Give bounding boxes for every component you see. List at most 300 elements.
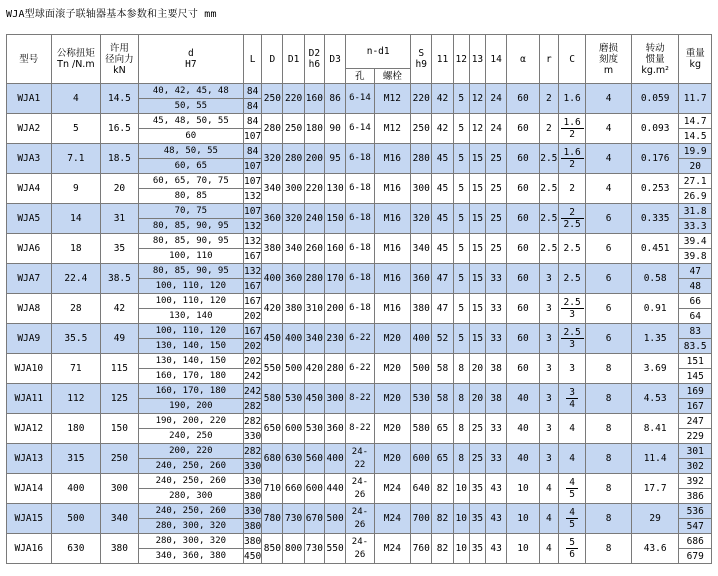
bolt-cell: M16: [374, 264, 410, 294]
r-cell: 4: [539, 534, 558, 564]
l3-cell: 25: [469, 444, 485, 474]
S-cell: 250: [411, 114, 432, 144]
wear-cell: 8: [586, 444, 632, 474]
D-cell: 280: [262, 114, 283, 144]
col-header-l4: 14: [486, 35, 507, 84]
weight-cell: 247: [679, 414, 712, 429]
hole-cell: 24- 26: [346, 474, 374, 504]
radial-force-cell: 14.5: [101, 84, 138, 114]
l4-cell: 33: [486, 294, 507, 324]
D2-cell: 180: [304, 114, 324, 144]
D3-cell: 170: [324, 264, 345, 294]
model-cell: WJA13: [7, 444, 52, 474]
col-header-d: d H7: [138, 35, 243, 84]
model-cell: WJA1: [7, 84, 52, 114]
D3-cell: 86: [324, 84, 345, 114]
col-header-l1: 11: [432, 35, 453, 84]
D2-cell: 450: [304, 384, 324, 414]
S-cell: 580: [411, 414, 432, 444]
l4-cell: 33: [486, 414, 507, 444]
l2-cell: 8: [453, 414, 469, 444]
wear-cell: 4: [586, 114, 632, 144]
l1-cell: 45: [432, 204, 453, 234]
table-row: [7, 174, 712, 189]
C-cell: [558, 324, 585, 354]
D2-cell: 220: [304, 174, 324, 204]
col-header-D: D: [262, 35, 283, 84]
length-L-cell: 202: [244, 355, 262, 367]
bore-d-cell: 100, 110, 120: [138, 324, 243, 339]
inertia-cell: 0.176: [631, 144, 679, 174]
D2-cell: 240: [304, 204, 324, 234]
l2-cell: 8: [453, 384, 469, 414]
l3-cell: 12: [469, 84, 485, 114]
r-cell: 2.5: [539, 174, 558, 204]
model-cell: WJA11: [7, 384, 52, 414]
l3-cell: 35: [469, 534, 485, 564]
table-row: [7, 504, 712, 519]
hole-cell: 6-18: [346, 174, 374, 204]
hole-cell: 24- 22: [346, 444, 374, 474]
D2-cell: 530: [304, 414, 324, 444]
col-header-l2: 12: [453, 35, 469, 84]
l4-cell: 38: [486, 384, 507, 414]
torque-cell: 112: [51, 384, 101, 414]
D3-cell: 440: [324, 474, 345, 504]
l3-cell: 12: [469, 114, 485, 144]
l2-cell: 5: [453, 234, 469, 264]
length-L-cell: 330: [244, 460, 262, 472]
torque-cell: 5: [51, 114, 101, 144]
D-cell: 320: [262, 144, 283, 174]
alpha-cell: 10: [507, 504, 539, 534]
D2-cell: 280: [304, 264, 324, 294]
D-cell: 780: [262, 504, 283, 534]
model-cell: WJA9: [7, 324, 52, 354]
length-L-cell: 330: [244, 505, 262, 517]
r-cell: 3: [539, 324, 558, 354]
D-cell: 650: [262, 414, 283, 444]
l1-cell: 42: [432, 114, 453, 144]
alpha-cell: 60: [507, 354, 539, 384]
weight-cell: 48: [679, 279, 712, 294]
length-L-cell: 107: [244, 175, 262, 187]
hole-cell: 6-18: [346, 294, 374, 324]
D1-cell: 730: [283, 504, 304, 534]
radial-force-cell: 42: [101, 294, 138, 324]
l2-cell: 5: [453, 294, 469, 324]
C-value-upper: 2: [561, 207, 584, 219]
bore-d-cell: 60, 65: [138, 159, 243, 174]
length-L-cell: 132: [244, 190, 262, 202]
radial-force-cell: 250: [101, 444, 138, 474]
bore-d-cell: 280, 300, 320: [138, 519, 243, 534]
wear-cell: 4: [586, 84, 632, 114]
wear-cell: 4: [586, 144, 632, 174]
D1-cell: 500: [283, 354, 304, 384]
length-L-cell: 202: [244, 310, 262, 322]
l4-cell: 25: [486, 234, 507, 264]
length-L-cell: 242: [244, 370, 262, 382]
length-L-cell: 282: [244, 445, 262, 457]
D-cell: 400: [262, 264, 283, 294]
torque-cell: 14: [51, 204, 101, 234]
C-cell: 2.5: [558, 264, 585, 294]
C-fraction: [561, 207, 584, 230]
bore-d-cell: 50, 55: [138, 99, 243, 114]
radial-force-cell: 125: [101, 384, 138, 414]
S-cell: 700: [411, 504, 432, 534]
D1-cell: 600: [283, 414, 304, 444]
inertia-cell: 0.91: [631, 294, 679, 324]
D3-cell: 550: [324, 534, 345, 564]
D1-cell: 250: [283, 114, 304, 144]
hole-cell: 6-18: [346, 204, 374, 234]
D3-cell: 400: [324, 444, 345, 474]
table-row: [7, 354, 712, 369]
D2-cell: 310: [304, 294, 324, 324]
inertia-cell: 17.7: [631, 474, 679, 504]
table-row: [7, 114, 712, 129]
C-cell: [558, 474, 585, 504]
bore-d-cell: 280, 300, 320: [138, 534, 243, 549]
C-cell: [558, 294, 585, 324]
bolt-cell: M20: [374, 354, 410, 384]
bore-d-cell: 60, 65, 70, 75: [138, 174, 243, 189]
weight-cell: 392: [679, 474, 712, 489]
C-value-lower: 5: [569, 488, 575, 500]
alpha-cell: 60: [507, 234, 539, 264]
wear-cell: 6: [586, 204, 632, 234]
radial-force-cell: 115: [101, 354, 138, 384]
wear-cell: 6: [586, 264, 632, 294]
D1-cell: 220: [283, 84, 304, 114]
torque-cell: 71: [51, 354, 101, 384]
D3-cell: 280: [324, 354, 345, 384]
wear-cell: 6: [586, 294, 632, 324]
inertia-cell: 1.35: [631, 324, 679, 354]
l2-cell: 5: [453, 174, 469, 204]
length-L-cell: 242: [244, 385, 262, 397]
torque-cell: 4: [51, 84, 101, 114]
alpha-cell: 60: [507, 264, 539, 294]
weight-cell: 302: [679, 459, 712, 474]
radial-force-cell: 150: [101, 414, 138, 444]
hole-cell: 6-18: [346, 234, 374, 264]
bore-d-cell: 240, 250, 260: [138, 504, 243, 519]
C-value-upper: 5: [566, 537, 578, 549]
bore-d-cell: 80, 85: [138, 189, 243, 204]
l4-cell: 24: [486, 114, 507, 144]
length-L-cell: 84: [243, 144, 261, 159]
col-header-D2: D2 h6: [304, 35, 324, 84]
model-cell: WJA16: [7, 534, 52, 564]
length-L-cell: 380: [244, 520, 262, 532]
l1-cell: 52: [432, 324, 453, 354]
r-cell: 2: [539, 114, 558, 144]
bore-d-cell: 340, 360, 380: [138, 549, 243, 564]
D1-cell: 320: [283, 204, 304, 234]
C-cell: 1.6: [558, 84, 585, 114]
D3-cell: 160: [324, 234, 345, 264]
torque-cell: 500: [51, 504, 101, 534]
weight-cell: 229: [679, 429, 712, 444]
torque-cell: 18: [51, 234, 101, 264]
length-L-cell: 282: [244, 415, 262, 427]
D2-cell: 670: [304, 504, 324, 534]
C-value-lower: 2: [569, 128, 575, 140]
bolt-cell: M12: [374, 114, 410, 144]
bolt-cell: M20: [374, 384, 410, 414]
bore-d-cell: 60: [138, 129, 243, 144]
l3-cell: 20: [469, 384, 485, 414]
l4-cell: 25: [486, 144, 507, 174]
table-row: [7, 384, 712, 399]
D-cell: 550: [262, 354, 283, 384]
torque-cell: 630: [51, 534, 101, 564]
col-header-alpha: α: [507, 35, 539, 84]
D1-cell: 360: [283, 264, 304, 294]
table-row: [7, 414, 712, 429]
length-L-cell: 107: [244, 160, 262, 172]
hole-cell: 6-18: [346, 144, 374, 174]
D-cell: 580: [262, 384, 283, 414]
l1-cell: 45: [432, 234, 453, 264]
model-cell: WJA7: [7, 264, 52, 294]
C-value-lower: 5: [569, 518, 575, 530]
D-cell: 450: [262, 324, 283, 354]
inertia-cell: 0.335: [631, 204, 679, 234]
table-row: [7, 324, 712, 339]
l3-cell: 15: [469, 324, 485, 354]
hole-cell: 8-22: [346, 384, 374, 414]
S-cell: 640: [411, 474, 432, 504]
hole-cell: 24- 26: [346, 534, 374, 564]
S-cell: 360: [411, 264, 432, 294]
bore-d-cell: 240, 250, 260: [138, 459, 243, 474]
col-header-model: 型号: [7, 35, 52, 84]
alpha-cell: 10: [507, 534, 539, 564]
length-L-cell: 450: [244, 550, 262, 562]
r-cell: 4: [539, 504, 558, 534]
length-L-cell: 167: [244, 325, 262, 337]
col-header-D1: D1: [283, 35, 304, 84]
l1-cell: 58: [432, 384, 453, 414]
l2-cell: 10: [453, 474, 469, 504]
r-cell: 2: [539, 84, 558, 114]
D2-cell: 200: [304, 144, 324, 174]
S-cell: 600: [411, 444, 432, 474]
alpha-cell: 40: [507, 414, 539, 444]
D2-cell: 160: [304, 84, 324, 114]
D1-cell: 660: [283, 474, 304, 504]
length-L-cell: 380: [244, 535, 262, 547]
r-cell: 3: [539, 444, 558, 474]
bolt-cell: M16: [374, 294, 410, 324]
col-header-D3: D3: [324, 35, 345, 84]
l4-cell: 33: [486, 324, 507, 354]
S-cell: 300: [411, 174, 432, 204]
S-cell: 400: [411, 324, 432, 354]
l2-cell: 8: [453, 444, 469, 474]
bolt-cell: M16: [374, 174, 410, 204]
wear-cell: 8: [586, 474, 632, 504]
radial-force-cell: 31: [101, 204, 138, 234]
l3-cell: 15: [469, 234, 485, 264]
l4-cell: 25: [486, 174, 507, 204]
C-value-upper: 2.5: [561, 327, 584, 339]
torque-cell: 28: [51, 294, 101, 324]
C-fraction: [561, 327, 584, 350]
length-L-cell: 84: [243, 114, 261, 129]
bore-d-cell: 280, 300: [138, 489, 243, 504]
r-cell: 3: [539, 264, 558, 294]
length-L-cell: 132: [244, 235, 262, 247]
C-value-lower: 2.5: [563, 218, 581, 230]
C-cell: 3: [558, 354, 585, 384]
length-L-cell: 330: [244, 475, 262, 487]
inertia-cell: 0.093: [631, 114, 679, 144]
C-value-lower: 6: [569, 548, 575, 560]
table-row: [7, 444, 712, 459]
inertia-cell: 0.451: [631, 234, 679, 264]
model-cell: WJA2: [7, 114, 52, 144]
l1-cell: 58: [432, 354, 453, 384]
l3-cell: 15: [469, 264, 485, 294]
col-header-l3: 13: [469, 35, 485, 84]
l3-cell: 20: [469, 354, 485, 384]
C-cell: 2.5: [558, 234, 585, 264]
bolt-cell: M12: [374, 84, 410, 114]
l2-cell: 5: [453, 84, 469, 114]
model-cell: WJA12: [7, 414, 52, 444]
torque-cell: 315: [51, 444, 101, 474]
S-cell: 500: [411, 354, 432, 384]
r-cell: 3: [539, 354, 558, 384]
radial-force-cell: 300: [101, 474, 138, 504]
l1-cell: 82: [432, 474, 453, 504]
weight-cell: 679: [679, 549, 712, 564]
C-fraction: [561, 297, 584, 320]
inertia-cell: 8.41: [631, 414, 679, 444]
D2-cell: 560: [304, 444, 324, 474]
bore-d-cell: 200, 220: [138, 444, 243, 459]
radial-force-cell: 16.5: [101, 114, 138, 144]
alpha-cell: 60: [507, 294, 539, 324]
S-cell: 380: [411, 294, 432, 324]
hole-cell: 6-14: [346, 114, 374, 144]
C-cell: 4: [558, 414, 585, 444]
C-value-upper: 1.6: [561, 117, 584, 129]
torque-cell: 35.5: [51, 324, 101, 354]
length-L-cell: 132: [244, 265, 262, 277]
length-L-cell: 84: [243, 84, 261, 99]
bolt-cell: M24: [374, 474, 410, 504]
bore-d-cell: 160, 170, 180: [138, 369, 243, 384]
table-row: [7, 84, 712, 99]
radial-force-cell: 380: [101, 534, 138, 564]
alpha-cell: 60: [507, 204, 539, 234]
D2-cell: 420: [304, 354, 324, 384]
col-header-L: L: [243, 35, 261, 84]
hole-cell: 6-22: [346, 354, 374, 384]
weight-cell: 19.9: [679, 144, 712, 159]
radial-force-cell: 18.5: [101, 144, 138, 174]
l4-cell: 43: [486, 534, 507, 564]
weight-cell: 33.3: [679, 219, 712, 234]
D3-cell: 90: [324, 114, 345, 144]
table-row: [7, 144, 712, 159]
bore-d-cell: 100, 110, 120: [138, 294, 243, 309]
torque-cell: 22.4: [51, 264, 101, 294]
weight-cell: 14.7: [679, 114, 712, 129]
C-fraction: [566, 537, 578, 560]
inertia-cell: 4.53: [631, 384, 679, 414]
weight-cell: 386: [679, 489, 712, 504]
alpha-cell: 60: [507, 114, 539, 144]
torque-cell: 7.1: [51, 144, 101, 174]
S-cell: 530: [411, 384, 432, 414]
D3-cell: 95: [324, 144, 345, 174]
col-header-torque: 公称扭矩 Tn /N.m: [51, 35, 101, 84]
model-cell: WJA8: [7, 294, 52, 324]
table-row: [7, 264, 712, 279]
inertia-cell: 3.69: [631, 354, 679, 384]
weight-cell: 301: [679, 444, 712, 459]
l1-cell: 82: [432, 504, 453, 534]
l1-cell: 45: [432, 174, 453, 204]
l1-cell: 42: [432, 84, 453, 114]
wear-cell: 4: [586, 174, 632, 204]
r-cell: 2.5: [539, 204, 558, 234]
table-title: WJA型球面滚子联轴器基本参数和主要尺寸 mm: [6, 9, 217, 20]
bore-d-cell: 130, 140, 150: [138, 354, 243, 369]
table-row: [7, 294, 712, 309]
C-value-upper: 4: [566, 507, 578, 519]
D1-cell: 280: [283, 144, 304, 174]
bore-d-cell: 80, 85, 90, 95: [138, 264, 243, 279]
l1-cell: 47: [432, 264, 453, 294]
bolt-cell: M24: [374, 504, 410, 534]
S-cell: 280: [411, 144, 432, 174]
length-L-cell: 380: [244, 490, 262, 502]
weight-cell: 64: [679, 309, 712, 324]
D1-cell: 400: [283, 324, 304, 354]
C-cell: [558, 504, 585, 534]
spec-table: [6, 34, 712, 564]
bolt-cell: M20: [374, 414, 410, 444]
C-cell: [558, 114, 585, 144]
D3-cell: 230: [324, 324, 345, 354]
radial-force-cell: 35: [101, 234, 138, 264]
S-cell: 340: [411, 234, 432, 264]
bore-d-cell: 80, 85, 90, 95: [138, 219, 243, 234]
torque-cell: 9: [51, 174, 101, 204]
D-cell: 360: [262, 204, 283, 234]
weight-cell: 83.5: [679, 339, 712, 354]
C-cell: [558, 534, 585, 564]
weight-cell: 66: [679, 294, 712, 309]
alpha-cell: 40: [507, 444, 539, 474]
radial-force-cell: 20: [101, 174, 138, 204]
weight-cell: 20: [679, 159, 712, 174]
D2-cell: 600: [304, 474, 324, 504]
D3-cell: 360: [324, 414, 345, 444]
length-L-cell: 107: [244, 205, 262, 217]
l1-cell: 82: [432, 534, 453, 564]
bore-d-cell: 40, 42, 45, 48: [138, 84, 243, 99]
model-cell: WJA5: [7, 204, 52, 234]
